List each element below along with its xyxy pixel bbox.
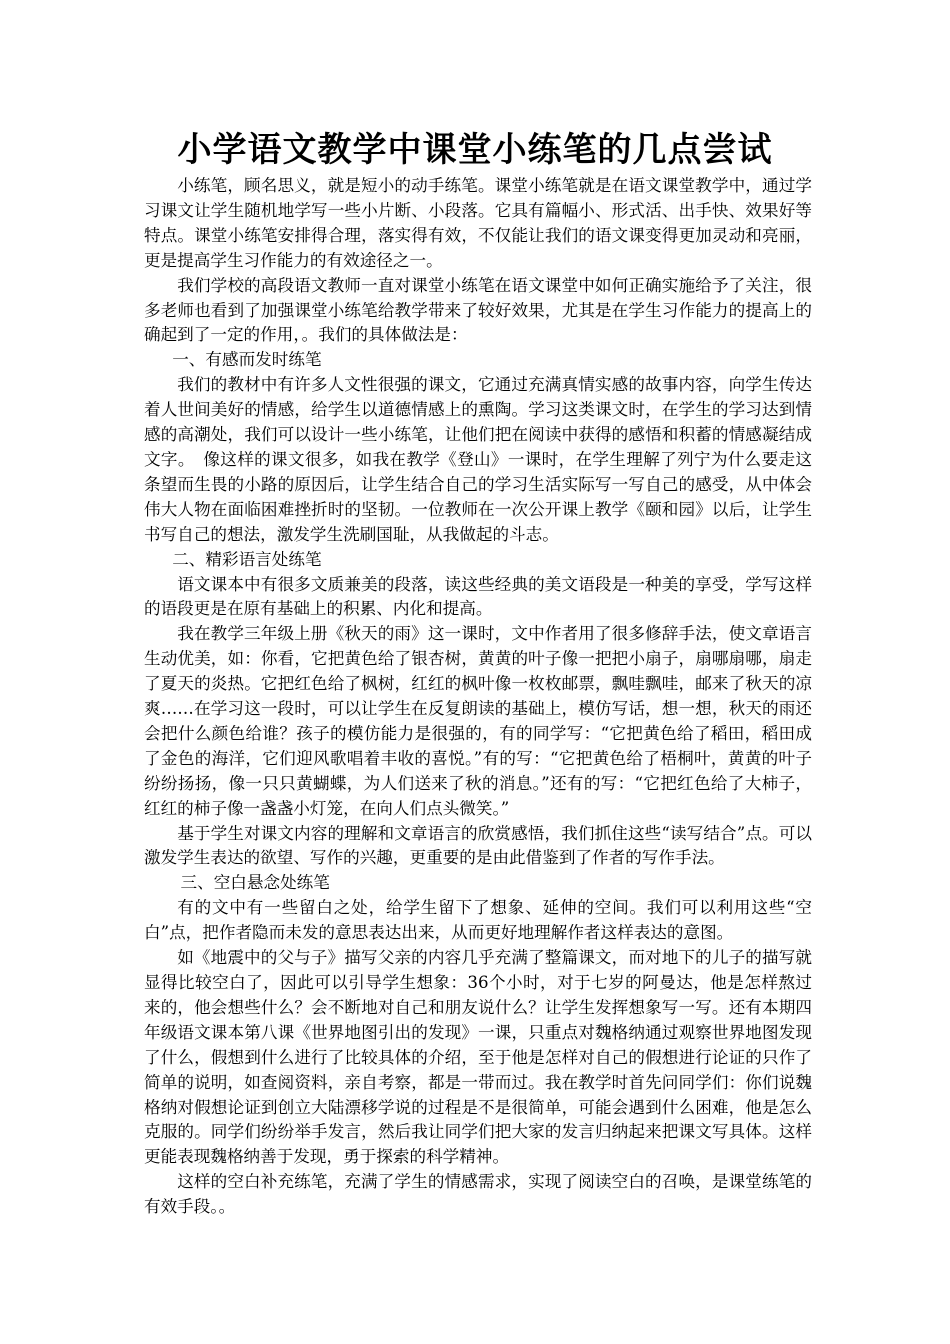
paragraph-section-1: 我们的教材中有许多人文性很强的课文，它通过充满真情实感的故事内容，向学生传达着人世间美好的情感，给学生以道德情感上的熏陶。学习这类课文时，在学生的学习达到情感的高潮处，我们可以设计一些小练笔，让他们把在阅读中获得的感悟和积蓄的情感凝结成文字。 像这样的课文很多，如我在教学《登山》一课时，在学生理解了列宁为什么要走这条望而生畏的小路的原因后，让学生结合自己的学习生活实际写一写自己的感受，从中体会伟大人物在面临困难挫折时的坚韧。一位教师在一次公开课上教学《颐和园》以后，让学生书写自己的想法，激发学生洗刷国耻，从我做起的斗志。 [144,375,812,544]
paragraph-section-2a: 语文课本中有很多文质兼美的段落，读这些经典的美文语段是一种美的享受，学写这样的语段更是在原有基础上的积累、内化和提高。 [144,574,812,619]
paragraph-intro-2: 我们学校的高段语文教师一直对课堂小练笔在语文课堂中如何正确实施给予了关注，很多老师也看到了加强课堂小练笔给教学带来了较好效果，尤其是在学生习作能力的提高上的确起到了一定的作用，。我们的具体做法是： [144,275,812,345]
paragraph-section-2b: 我在教学三年级上册《秋天的雨》这一课时，文中作者用了很多修辞手法，使文章语言生动优美，如：你看，它把黄色给了银杏树，黄黄的叶子像一把把小扇子，扇哪扇哪，扇走了夏天的炎热。它把红色给了枫树，红红的枫叶像一枚枚邮票，飘哇飘哇，邮来了秋天的凉爽……在学习这一段时，可以让学生在反复朗读的基础上，模仿写话，想一想，秋天的雨还会把什么颜色给谁？孩子的模仿能力是很强的，有的同学写：“它把黄色给了稻田，稻田成了金色的海洋，它们迎风歌唱着丰收的喜悦。”有的写：“它把黄色给了梧桐叶，黄黄的叶子纷纷扬扬，像一只只黄蝴蝶，为人们送来了秋的消息。”还有的写：“它把红色给了大柿子，红红的柿子像一盏盏小灯笼，在向人们点头微笑。” [144,624,812,818]
paragraph-section-3b: 如《地震中的父与子》描写父亲的内容几乎充满了整篇课文，而对地下的儿子的描写就显得比较空白了，因此可以引导学生想象：36个小时，对于七岁的阿曼达，他是怎样熬过来的，他会想些什么？会不断地对自己和朋友说什么？让学生发挥想象写一写。还有本期四年级语文课本第八课《世界地图引出的发现》一课，只重点对魏格纳通过观察世界地图发现了什么，假想到什么进行了比较具体的介绍，至于他是怎样对自己的假想进行论证的只作了简单的说明，如查阅资料，亲自考察，都是一带而过。我在教学时首先问同学们：你们说魏格纳对假想论证到创立大陆漂移学说的过程是不是很简单，可能会遇到什么困难，他是怎么克服的。同学们纷纷举手发言，然后我让同学们把大家的发言归纳起来把课文写具体。这样更能表现魏格纳善于发现，勇于探索的科学精神。 [144,948,812,1167]
section-heading-1: 一、有感而发时练笔 [172,350,322,370]
paragraph-section-2c: 基于学生对课文内容的理解和文章语言的欣赏感悟，我们抓住这些“读写结合”点。可以激发学生表达的欲望、写作的兴趣，更重要的是由此借鉴到了作者的写作手法。 [144,823,812,868]
paragraph-section-3a: 有的文中有一些留白之处，给学生留下了想象、延伸的空间。我们可以利用这些“空白”点，把作者隐而未发的意思表达出来，从而更好地理解作者这样表达的意图。 [144,898,812,943]
paragraph-intro-1: 小练笔，顾名思义，就是短小的动手练笔。课堂小练笔就是在语文课堂教学中，通过学习课文让学生随机地学写一些小片断、小段落。它具有篇幅小、形式活、出手快、效果好等特点。课堂小练笔安排得合理，落实得有效，不仅能让我们的语文课变得更加灵动和亮丽，更是提高学生习作能力的有效途径之一。 [144,176,812,270]
paragraph-section-3c: 这样的空白补充练笔，充满了学生的情感需求，实现了阅读空白的召唤，是课堂练笔的有效手段。。 [144,1172,812,1217]
section-heading-3: 三、空白悬念处练笔 [180,873,330,893]
section-heading-2: 二、精彩语言处练笔 [172,549,322,569]
document-title: 小学语文教学中课堂小练笔的几点尝试 [177,130,773,170]
document-body [144,174,812,1220]
